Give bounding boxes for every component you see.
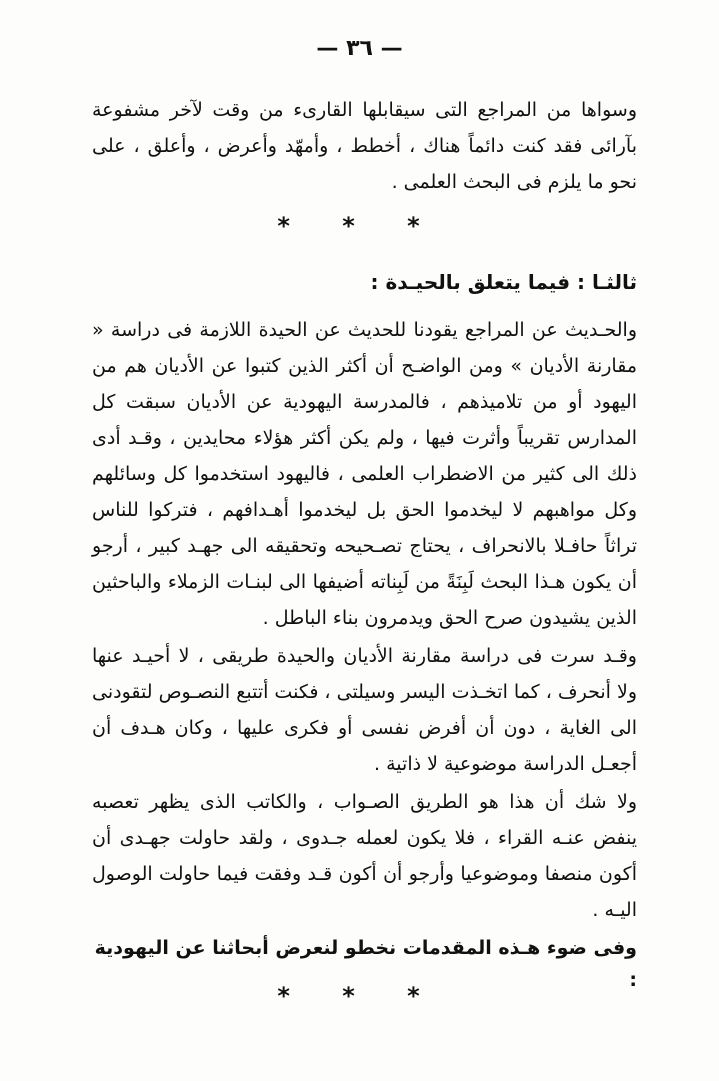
section-heading: ثالثـا : فيما يتعلق بالحيـدة : <box>370 270 637 294</box>
section-separator: * * * <box>277 982 442 1010</box>
section-separator: * * * <box>277 212 442 240</box>
paragraph-references-continued <box>92 92 637 200</box>
paragraph-text: والحـديث عن المراجع يقودنا للحديث عن الحيدة اللازمة فى دراسة « مقارنة الأديان » ومن الواضـح أن أكثر الذين كتبوا عن الأديان هم من اليهود أو من تلاميذهم ، فالمدرسة اليهودية عن الأديان سبقت كل المدارس تقريباً وأثرت فيها ، ولم يكن أكثر هؤلاء محايدين ، وقـد أدى ذلك الى كثير من الاضطراب العلمى ، فاليهود استخدموا كل وسائلهم وكل مواهبهم لا ليخدموا الحق بل ليخدموا أهـدافهم ، فتركوا للناس تراثاً حافـلا بالانحراف ، يحتاج تصـحيحه وتحقيقه الى جهـد كبير ، أرجو أن يكون هـذا البحث لَبِنَةً من لَبِناته أضيفها الى لبنـات الزملاء والباحثين الذين يشيدون صرح الحق ويدمرون بناء الباطل . <box>92 319 637 629</box>
paragraph-correct-path <box>92 784 637 928</box>
paragraph-method <box>92 638 637 782</box>
paragraph-text: وسواها من المراجع التى سيقابلها القارىء من وقت لآخر مشفوعة بآرائى فقد كنت دائماً هناك ، أخطط ، وأمهّد وأعرض ، وأعلق ، على نحو ما يلزم فى البحث العلمى . <box>92 99 637 193</box>
paragraph-text: ولا شك أن هذا هو الطريق الصـواب ، والكاتب الذى يظهر تعصبه ينفض عنـه القراء ، فلا يكون لعمله جـدوى ، ولقد حاولت جهـدى أن أكون منصفا وموضوعيا وأرجو أن أكون قـد وفقت فيما حاولت الوصول اليـه . <box>92 791 637 921</box>
paragraph-text: وقـد سرت فى دراسة مقارنة الأديان والحيدة طريقى ، لا أحيـد عنها ولا أنحرف ، كما اتخـذت اليسر وسيلتى ، فكنت أتتبع النصـوص لتقودنى الى الغاية ، دون أن أفرض نفسى أو فكرى عليها ، وكان هـدف أن أجعـل الدراسة موضوعية لا ذاتية . <box>92 645 637 775</box>
closing-line: وفى ضوء هـذه المقدمات نخطو لنعرض أبحاثنا عن اليهودية : <box>94 937 637 991</box>
paragraph-impartiality <box>92 312 637 636</box>
page-number: — ٣٦ — <box>316 36 403 61</box>
